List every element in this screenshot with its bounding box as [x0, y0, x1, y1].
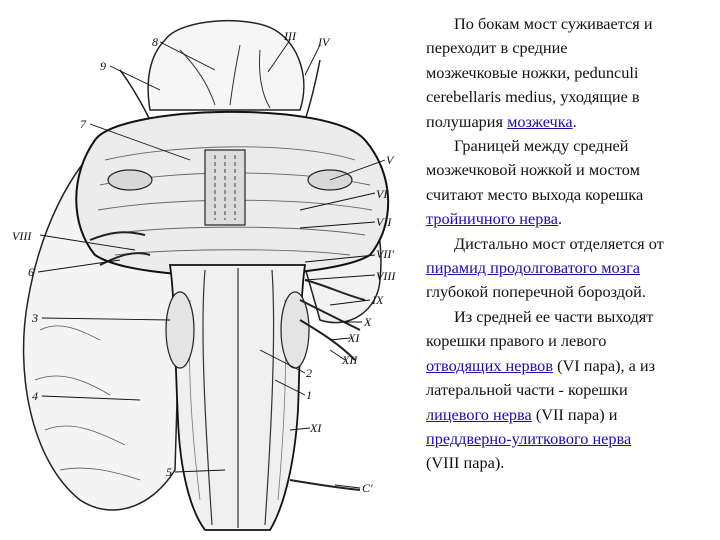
- label-V: V: [386, 153, 394, 167]
- label-VII-prime: VII': [376, 247, 394, 261]
- label-C-prime: C': [362, 481, 373, 495]
- text-line: глубокой поперечной бороздой.: [426, 282, 646, 302]
- text-line: Границей между средней: [454, 136, 629, 156]
- text-line: По бокам мост суживается и: [454, 14, 653, 33]
- text-line: cerebellaris medius, уходящие в: [426, 87, 640, 107]
- link-facial-nerve[interactable]: лицевого нерва: [426, 404, 532, 424]
- label-8: 8: [152, 35, 158, 49]
- label-IV: IV: [318, 35, 330, 49]
- text-line: считают место выхода корешка: [426, 184, 644, 204]
- text-line: Из средней ее части выходят: [454, 306, 654, 326]
- text-line: мозжечковой ножкой и мостом: [426, 160, 640, 180]
- paragraph-distal-boundary: [426, 232, 716, 305]
- link-medulla-pyramids[interactable]: пирамид продолговатого мозга: [426, 258, 641, 278]
- label-7: 7: [80, 117, 86, 131]
- label-1: 1: [306, 388, 312, 402]
- description-text: [426, 12, 716, 476]
- label-VII: VII: [376, 215, 392, 229]
- text-line: полушария: [426, 111, 508, 131]
- text-line: корешки правого и левого: [426, 331, 607, 351]
- label-2: 2: [306, 366, 312, 380]
- label-9: 9: [100, 59, 106, 73]
- paragraph-trigeminal-boundary: Границей между средней мозжечковой ножкой и мостом считают место выхода корешка тройничного нерва.: [426, 136, 644, 229]
- text-line: Дистально мост отделяется от: [454, 233, 664, 253]
- paragraph-nerve-roots: Из средней ее части выходят корешки правого и левого отводящих нервов (VI пара), а из латеральной части - корешки лицевого нерва (VII пара) и преддверно-улиткового нерва (VIII пара).: [426, 306, 656, 473]
- text-line: латеральной части - корешки: [426, 380, 628, 400]
- midbrain: [148, 21, 304, 110]
- label-4: 4: [32, 389, 38, 403]
- label-5: 5: [166, 465, 172, 479]
- text-line: переходит в средние: [426, 38, 568, 58]
- label-VIII-left: VIII: [12, 229, 32, 243]
- label-XI-b: XI: [310, 421, 322, 435]
- label-III: III: [284, 29, 296, 43]
- link-trigeminal-nerve[interactable]: тройничного нерва: [426, 209, 559, 229]
- label-VI: VI: [376, 187, 388, 201]
- text-line: (VIII пара).: [426, 453, 505, 473]
- label-IX: IX: [372, 293, 384, 307]
- label-3: 3: [32, 311, 38, 325]
- link-abducens-nerves[interactable]: отводящих нервов: [426, 355, 554, 375]
- link-vestibulocochlear-nerve[interactable]: преддверно-улиткового нерва: [426, 428, 632, 448]
- label-6: 6: [28, 265, 34, 279]
- label-XII: XII: [342, 353, 358, 367]
- paragraph-pons-sides: По бокам мост суживается и переходит в средние мозжечковые ножки, pedunculi cerebellaris medius, уходящие в полушария мозжечка.: [426, 14, 653, 131]
- label-XI-a: XI: [348, 331, 360, 345]
- label-VIII-right: VIII: [376, 269, 396, 283]
- link-cerebellum[interactable]: мозжечка: [507, 111, 573, 131]
- label-X: X: [364, 315, 372, 329]
- text-line: мозжечковые ножки, pedunculi: [426, 62, 639, 82]
